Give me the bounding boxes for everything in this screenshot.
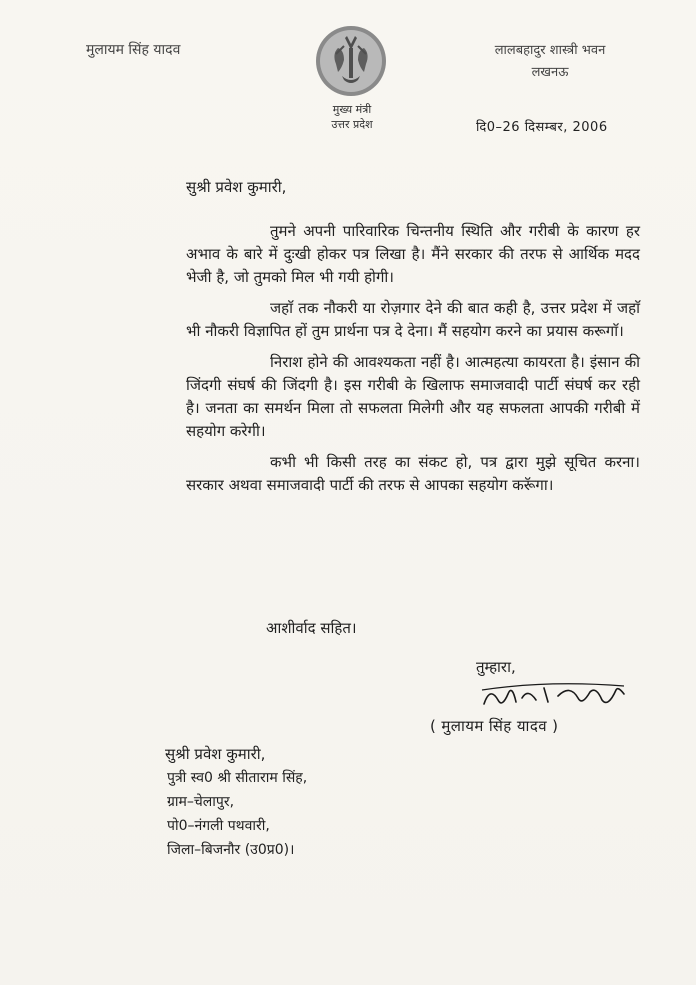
- letterhead-address-building: लालबहादुर शास्त्री भवन: [494, 43, 606, 58]
- paragraph: जहाॅ तक नौकरी या रोज़गार देने की बात कही है, उत्तर प्रदेश में जहाॅ भी नौकरी विज्ञापित हों तुम प्रार्थना पत्र दे देना। मैं सहयोग करने का प्रयास करूगाॅ।: [186, 299, 640, 340]
- recipient-name: सुश्री प्रवेश कुमारी,: [165, 745, 266, 763]
- letterhead-address: [470, 40, 630, 84]
- recipient-address: [165, 742, 307, 862]
- salutation: सुश्री प्रवेश कुमारी,: [186, 178, 287, 196]
- paragraph: कभी भी किसी तरह का संकट हो, पत्र द्वारा मुझे सूचित करना। सरकार अथवा समाजवादी पार्टी की तरफ से आपका सहयोग करूॅगा।: [186, 453, 640, 494]
- paragraph: निराश होने की आवश्यकता नहीं है। आत्महत्या कायरता है। इंसान की जिंदगी संघर्ष की जिंदगी है। इस गरीबी के खिलाफ समाजवादी पार्टी संघर्ष कर रही है। जनता का समर्थन मिला तो सफलता मिलेगी और यह सफलता आपकी गरीबी में सहयोग करेगी।: [186, 353, 640, 440]
- handwritten-signature: [478, 676, 628, 714]
- recipient-post-office: पो0–नंगली पथवारी,: [167, 818, 270, 834]
- emblem-caption-title: मुख्य मंत्री: [332, 103, 372, 116]
- paragraph: तुमने अपनी पारिवारिक चिन्तनीय स्थिति और गरीबी के कारण हर अभाव के बारे में दुःखी होकर पत्र लिखा है। मैंने सरकार की तरफ से आर्थिक मदद भेजी है, जो तुमको मिल भी गयी होगी।: [186, 222, 640, 286]
- letter-body: [186, 220, 640, 505]
- letterhead-name: मुलायम सिंह यादव: [86, 42, 181, 58]
- closing-blessing: आशीर्वाद सहित।: [266, 619, 357, 637]
- state-emblem-icon: [314, 24, 388, 98]
- emblem-caption-state: उत्तर प्रदेश: [331, 118, 373, 131]
- recipient-village: ग्राम–चेलापुर,: [167, 794, 235, 810]
- recipient-parent: पुत्री स्व0 श्री सीताराम सिंह,: [167, 770, 308, 786]
- letterhead-address-city: लखनऊ: [531, 65, 569, 80]
- sender-name: ( मुलायम सिंह यादव ): [430, 717, 559, 735]
- emblem-caption: [300, 102, 404, 132]
- letter-date: दि0–26 दिसम्बर, 2006: [476, 120, 608, 135]
- valediction: तुम्हारा,: [476, 658, 516, 676]
- recipient-district: जिला–बिजनौर (उ0प्र0)।: [167, 842, 295, 858]
